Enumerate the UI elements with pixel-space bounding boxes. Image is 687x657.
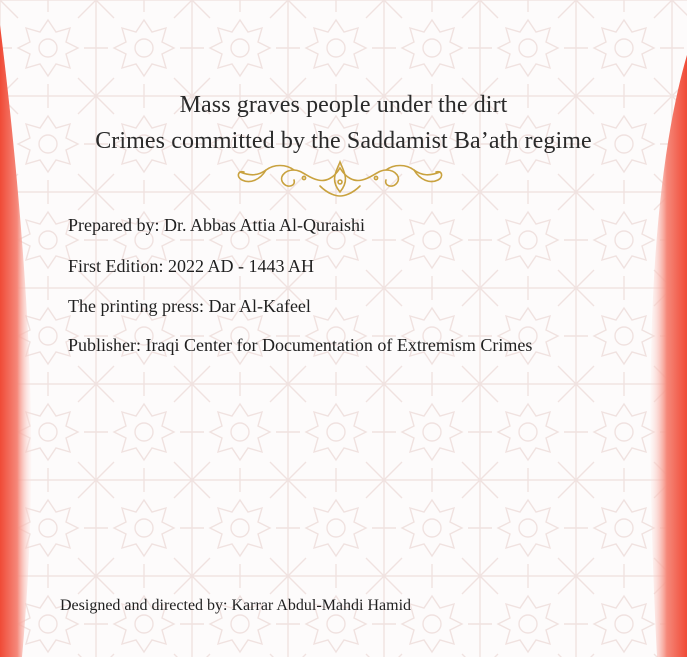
printing-press-text: The printing press: Dar Al-Kafeel bbox=[68, 296, 311, 316]
prepared-by-text: Prepared by: Dr. Abbas Attia Al-Quraishi bbox=[68, 215, 365, 235]
title-line-2: Crimes committed by the Saddamist Ba’ath regime bbox=[95, 128, 592, 154]
title-line-1: Mass graves people under the dirt bbox=[179, 92, 508, 118]
edition-text: First Edition: 2022 AD - 1443 AH bbox=[68, 256, 315, 276]
publisher-text: Publisher: Iraqi Center for Documentation of Extremism Crimes bbox=[68, 335, 533, 355]
gold-flourish-ornament bbox=[90, 158, 590, 200]
designer-credit-text: Designed and directed by: Karrar Abdul-Mahdi Hamid bbox=[60, 597, 412, 614]
